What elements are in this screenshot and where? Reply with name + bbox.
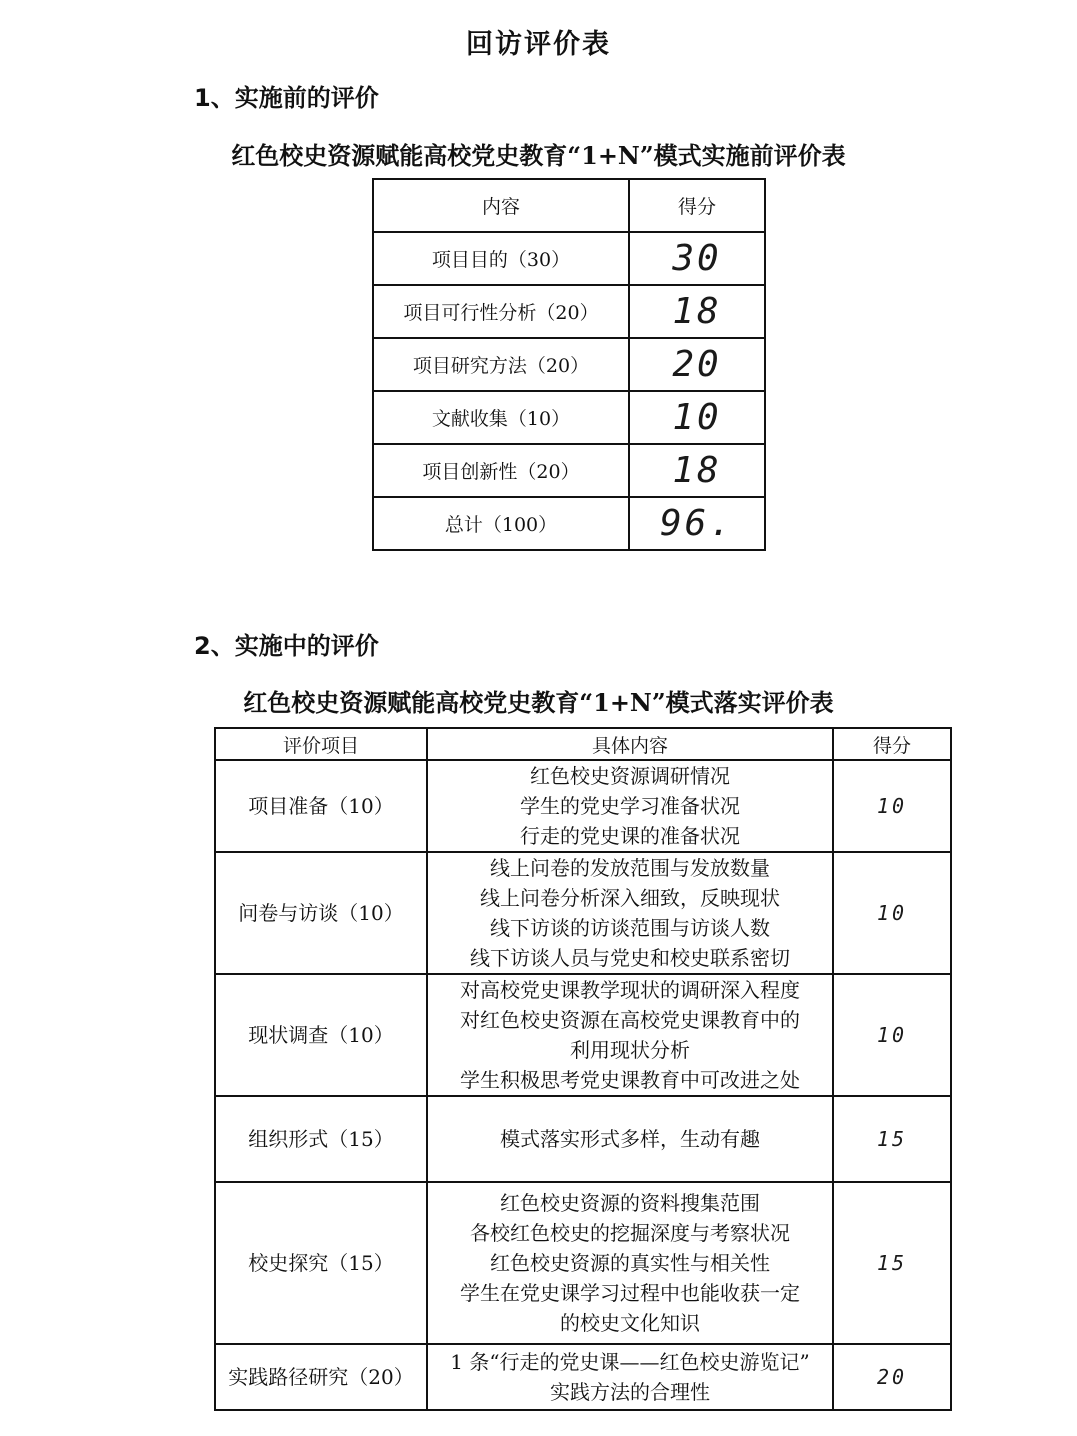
handwritten-score: 30 <box>629 232 765 285</box>
detail-line: 各校红色校史的挖掘深度与考察状况 <box>470 1221 790 1245</box>
table-row <box>373 285 765 338</box>
detail-line: 线下访谈人员与党史和校史联系密切 <box>470 946 790 970</box>
header-item: 评价项目 <box>215 728 427 760</box>
document-title: 回访评价表 <box>466 29 611 60</box>
detail-line: 的校史文化知识 <box>560 1311 700 1335</box>
detail-line: 线上问卷的发放范围与发放数量 <box>490 856 770 880</box>
handwritten-score: 20 <box>629 338 765 391</box>
handwritten-score: 18 <box>629 285 765 338</box>
table-row-total <box>373 497 765 550</box>
table-row <box>215 1344 951 1410</box>
row-details <box>427 1182 833 1344</box>
detail-line: 学生在党史课学习过程中也能收获一定 <box>460 1281 800 1305</box>
detail-line: 学生的党史学习准备状况 <box>520 794 740 818</box>
detail-line: 行走的党史课的准备状况 <box>520 824 740 848</box>
detail-line: 线下访谈的访谈范围与访谈人数 <box>490 916 770 940</box>
detail-line: 学生积极思考党史课教育中可改进之处 <box>460 1068 800 1092</box>
row-item: 项目准备（10） <box>215 760 427 852</box>
row-item: 校史探究（15） <box>215 1182 427 1344</box>
pre-implementation-table <box>372 178 766 551</box>
handwritten-score: 96. <box>629 497 765 550</box>
detail-line: 红色校史资源调研情况 <box>530 764 730 788</box>
handwritten-score: 18 <box>629 444 765 497</box>
handwritten-score: 10 <box>833 760 951 852</box>
section1-table-title: 红色校史资源赋能高校党史教育“1+N”模式实施前评价表 <box>231 141 846 170</box>
row-item: 现状调查（10） <box>215 974 427 1096</box>
header-score: 得分 <box>629 179 765 232</box>
section2-table-title: 红色校史资源赋能高校党史教育“1+N”模式落实评价表 <box>243 688 834 717</box>
detail-line: 对红色校史资源在高校党史课教育中的 <box>460 1008 800 1032</box>
section1-heading: 1、实施前的评价 <box>194 84 379 112</box>
table-header-row <box>373 179 765 232</box>
detail-line: 实践方法的合理性 <box>550 1380 710 1404</box>
row-details <box>427 760 833 852</box>
table-row <box>215 1096 951 1182</box>
row-item: 总计（100） <box>373 497 629 550</box>
handwritten-score: 10 <box>833 852 951 974</box>
handwritten-score: 15 <box>833 1182 951 1344</box>
table-row <box>373 232 765 285</box>
handwritten-score: 10 <box>833 974 951 1096</box>
header-details: 具体内容 <box>427 728 833 760</box>
table-row <box>215 760 951 852</box>
detail-line: 红色校史资源的资料搜集范围 <box>500 1191 760 1215</box>
handwritten-score: 20 <box>833 1344 951 1410</box>
row-details <box>427 974 833 1096</box>
row-item: 问卷与访谈（10） <box>215 852 427 974</box>
table-header-row <box>215 728 951 760</box>
row-details <box>427 1344 833 1410</box>
row-details <box>427 1096 833 1182</box>
table-row <box>215 974 951 1096</box>
detail-line: 1 条“行走的党史课——红色校史游览记” <box>450 1350 810 1374</box>
row-item: 组织形式（15） <box>215 1096 427 1182</box>
handwritten-score: 15 <box>833 1096 951 1182</box>
detail-line: 线上问卷分析深入细致，反映现状 <box>480 886 780 910</box>
detail-line: 对高校党史课教学现状的调研深入程度 <box>460 978 800 1002</box>
table-row <box>373 338 765 391</box>
table-row <box>215 1182 951 1344</box>
row-details <box>427 852 833 974</box>
row-item: 项目目的（30） <box>373 232 629 285</box>
implementation-table <box>214 727 952 1411</box>
row-item: 实践路径研究（20） <box>215 1344 427 1410</box>
header-score: 得分 <box>833 728 951 760</box>
row-item: 项目研究方法（20） <box>373 338 629 391</box>
row-item: 项目创新性（20） <box>373 444 629 497</box>
header-content: 内容 <box>373 179 629 232</box>
table-row <box>215 852 951 974</box>
detail-line: 红色校史资源的真实性与相关性 <box>490 1251 770 1275</box>
handwritten-score: 10 <box>629 391 765 444</box>
detail-line: 利用现状分析 <box>570 1038 690 1062</box>
table-row <box>373 444 765 497</box>
detail-line: 模式落实形式多样，生动有趣 <box>500 1127 760 1151</box>
table-row <box>373 391 765 444</box>
row-item: 项目可行性分析（20） <box>373 285 629 338</box>
section2-heading: 2、实施中的评价 <box>194 632 379 660</box>
row-item: 文献收集（10） <box>373 391 629 444</box>
